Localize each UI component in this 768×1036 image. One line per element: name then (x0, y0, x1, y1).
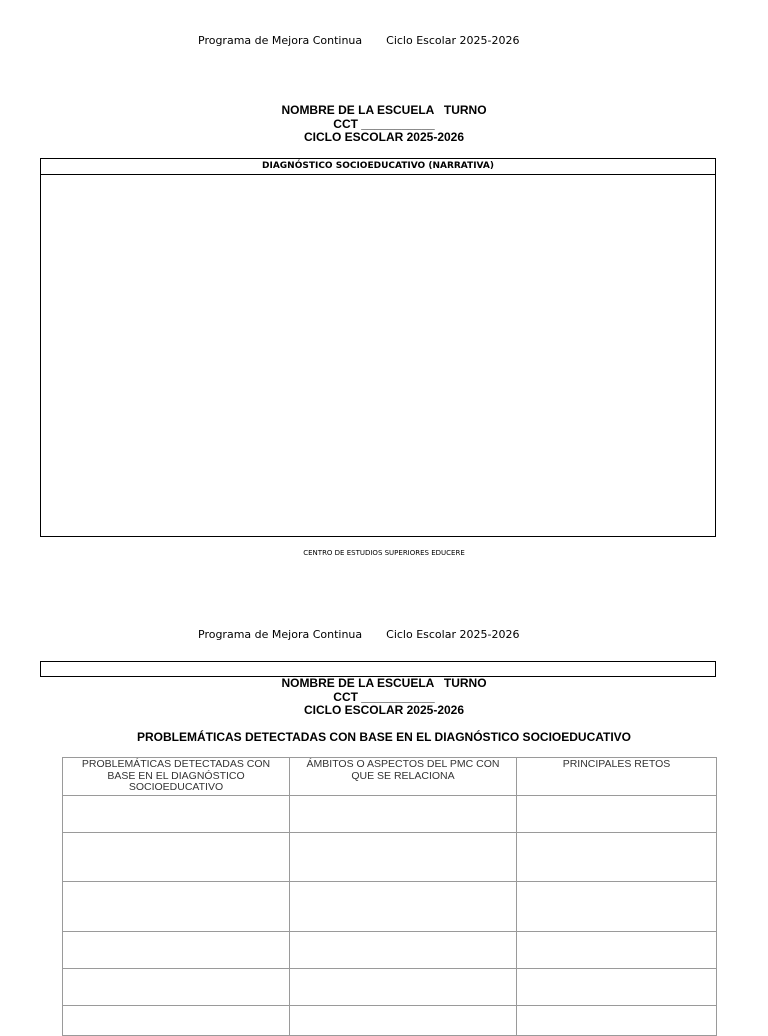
table-header-row (63, 758, 717, 796)
school-info-block (0, 677, 768, 718)
table-row (63, 1006, 717, 1036)
table-cell[interactable] (63, 932, 290, 969)
table-cell[interactable] (517, 1006, 717, 1036)
page1-header (198, 34, 519, 47)
school-info-block (0, 104, 768, 145)
table-cell[interactable] (63, 833, 290, 882)
table-cell[interactable] (290, 796, 517, 833)
table-cell[interactable] (517, 932, 717, 969)
table-cell[interactable] (63, 882, 290, 932)
diagnostic-box (40, 158, 716, 537)
empty-header-box (40, 661, 716, 677)
table-cell[interactable] (290, 1006, 517, 1036)
section-title: PROBLEMÁTICAS DETECTADAS CON BASE EN EL DIAGNÓSTICO SOCIOEDUCATIVO (136, 730, 632, 744)
table-cell[interactable] (63, 796, 290, 833)
program-name: Programa de Mejora Continua (198, 34, 363, 47)
table-row (63, 833, 717, 882)
cycle-line: CICLO ESCOLAR 2025-2026 (303, 130, 465, 144)
table-cell[interactable] (290, 833, 517, 882)
table-cell[interactable] (517, 833, 717, 882)
table-cell[interactable] (517, 796, 717, 833)
problems-table (62, 757, 717, 1036)
cct-line: CCT ___________ (333, 689, 435, 704)
table-row (63, 932, 717, 969)
cct-line: CCT ___________ (333, 116, 435, 131)
program-name: Programa de Mejora Continua (198, 628, 363, 641)
header-ambits: ÁMBITOS O ASPECTOS DEL PMC CON QUE SE RELACIONA (290, 758, 517, 796)
table-row (63, 796, 717, 833)
table-cell[interactable] (290, 969, 517, 1006)
header-problems: PROBLEMÁTICAS DETECTADAS CON BASE EN EL DIAGNÓSTICO SOCIOEDUCATIVO (63, 758, 290, 796)
cycle-line: CICLO ESCOLAR 2025-2026 (303, 703, 465, 717)
table-cell[interactable] (63, 1006, 290, 1036)
table-cell[interactable] (290, 932, 517, 969)
table-row (63, 969, 717, 1006)
school-name-line: NOMBRE DE LA ESCUELA TURNO (281, 676, 487, 690)
school-cycle: Ciclo Escolar 2025-2026 (386, 628, 520, 641)
header-challenges: PRINCIPALES RETOS (517, 758, 717, 796)
table-cell[interactable] (63, 969, 290, 1006)
diagnostic-narrative-area[interactable] (41, 175, 715, 537)
table-cell[interactable] (517, 882, 717, 932)
footer-institution: CENTRO DE ESTUDIOS SUPERIORES EDUCERE (303, 549, 465, 557)
school-name-line: NOMBRE DE LA ESCUELA TURNO (281, 103, 487, 117)
page2-header (198, 628, 519, 641)
table-cell[interactable] (517, 969, 717, 1006)
table-cell[interactable] (290, 882, 517, 932)
diagnostic-title: DIAGNÓSTICO SOCIOEDUCATIVO (NARRATIVA) (41, 159, 715, 175)
table-row (63, 882, 717, 932)
school-cycle: Ciclo Escolar 2025-2026 (386, 34, 520, 47)
